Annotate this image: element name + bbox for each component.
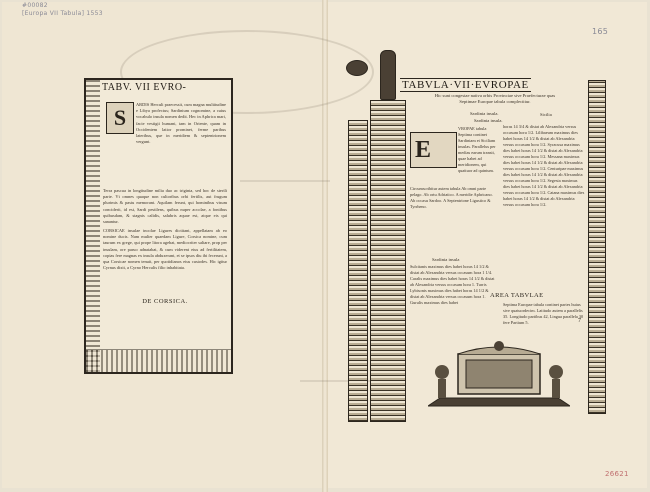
sarcophagus-ornament: [428, 340, 570, 412]
decorated-initial: S: [106, 102, 134, 134]
left-para-sardinia: ARDIS Herculi praecessit, cum magna multitudine e Libya profectus; Sardinium cognomine, a cuius vocabulo insula nomen dedit. Hec in Aphrica mari, facie vestigii humani, tam in Oriente, quam in Occidentem latior prominet, ferme paribus lateribus, que in meridiem & septentrionem vergunt.: [136, 102, 226, 145]
right-col1-bounds: Circumscribitur autem tabula Ab omni parte pelago. Ab ortu Adriatico. A meridie Aphricano. Ab occasu Sardoo. A Septentrione Ligustico & Tyrrheno.: [410, 186, 493, 209]
bleed-through-line: [240, 180, 330, 182]
pencil-inventory: 26621: [605, 470, 629, 478]
right-col1-intro: VROPAE tabula Septima continet Sardiniam et Siciliam insulas. Parallelus per medias earum transit, quae habet ad meridionem, qui quattuor ad quintum.: [458, 126, 496, 173]
sub-sicilia: Sicilia: [540, 112, 552, 117]
statue-figure: [380, 50, 396, 100]
left-title: TABV. VII EVRO-: [102, 82, 187, 93]
right-col1-cities: Sulcitanis maximus dies habet horas 14 1/2 & distat ab Alexandria versus occasum hora 1 1/4. Caralis maximus dies habet horas 14 1/2 & distat ab Alexandria versus occasum hora 1. Turris Lybisonis maximus dies habet horas 14 1/2 & distat ab Alexandria versus occasum hora 1. Gurulis maximus dies habet: [410, 264, 495, 305]
sub-sardinia-2: Sardinia insula.: [474, 118, 503, 123]
sub-sardinia: Sardinia insula.: [470, 111, 499, 116]
sub-sardinia-3: Sardinia insula: [432, 257, 460, 262]
right-subtitle: Hic sunt congestae nativa orbis Provinciae sive Praefecturae quas Septimae Europae tabula complectitur.: [434, 93, 556, 104]
left-text-block: [84, 78, 233, 374]
pencil-note: [Europa VII Tabula] 1553: [22, 10, 103, 17]
ornamental-border-bottom: [86, 349, 231, 372]
decorative-column-left: [348, 120, 368, 422]
decorative-column-right: [588, 80, 606, 414]
torch-flame: [346, 60, 368, 76]
pencil-page-number: 165: [592, 27, 609, 36]
folio-number: 7: [578, 318, 581, 324]
left-para-sardinia-2: Terra pascua in longitudine milia duo ac triginta, sed hoc de sterili parte. Vt omnes quaque non cultoribus orbi fertilis, aut frugum plurimis & pastu memorant. Aquilam ferunt, qui hominibus visum conciderit, id est, Sardi pestilens, quibus nuper accolae, a fontibus quibusdam, & stagnis calidis, salubris aquae est, atque eis qui sanantur.: [103, 188, 227, 225]
ornamental-border-left: [86, 80, 100, 372]
decorative-column-center: [370, 100, 406, 422]
pencil-note: #00082: [22, 2, 48, 9]
left-para-corsica: CORSICAE insulae incolae Ligures dictitant, appellatam ab eo nomine ducis. Nam mulier quaedam Ligure, Corsica nomine, cum taurum ex grege, qui prope litora agebat, mediocriter saltare, prop per insulam, ore paruo adnatabat, & cum viderent eius ad fertilitatem, copias fere magnas ex insula abduxerant, et se ipsos diu ibi fecerunt, a qua Corsicae nomen tenuit, per quotidianos eius custodes. Hic igitur Cyrnus dixit, a Cyrno Herculis filio inhabitata.: [103, 228, 227, 271]
decorated-initial-e: E: [410, 132, 457, 168]
right-col2-sicilia: horas 14 3/4 & distat ab Alexandria versus occasum hora 1/2. Lilibaeum maximus dies habet horas 14 1/2 & distat ab Alexandria versus occasum hora 1/2. Syracusa maximus dies habet horas 14 1/2 & distat ab Alexandria versus occasum hora 1/2. Messana maximus dies habet horas 14 1/2 & distat ab Alexandria versus occasum hora 1/2. Centuripae maximus dies habet horas 14 1/2 & distat ab Alexandria versus occasum hora 1/2. Segesta maximus dies habet horas 14 1/2 & distat ab Alexandria versus occasum hora 1/2. Catana maximus dies habet horas 14 1/2 & distat ab Alexandria versus occasum hora 1/2.: [503, 124, 585, 207]
heading-corsica: DE CORSICA.: [142, 298, 188, 305]
area-text: Septima Europae tabula continet partes huius sive quatuordecim. Latitudo autem a parallelis 35. Longitudo partibus 42, Lingua parallela 30 fere Partium 5.: [503, 302, 584, 325]
area-heading: AREA TABVLAE: [490, 292, 544, 299]
right-title: TABVLA·VII·EVROPAE: [402, 79, 529, 91]
